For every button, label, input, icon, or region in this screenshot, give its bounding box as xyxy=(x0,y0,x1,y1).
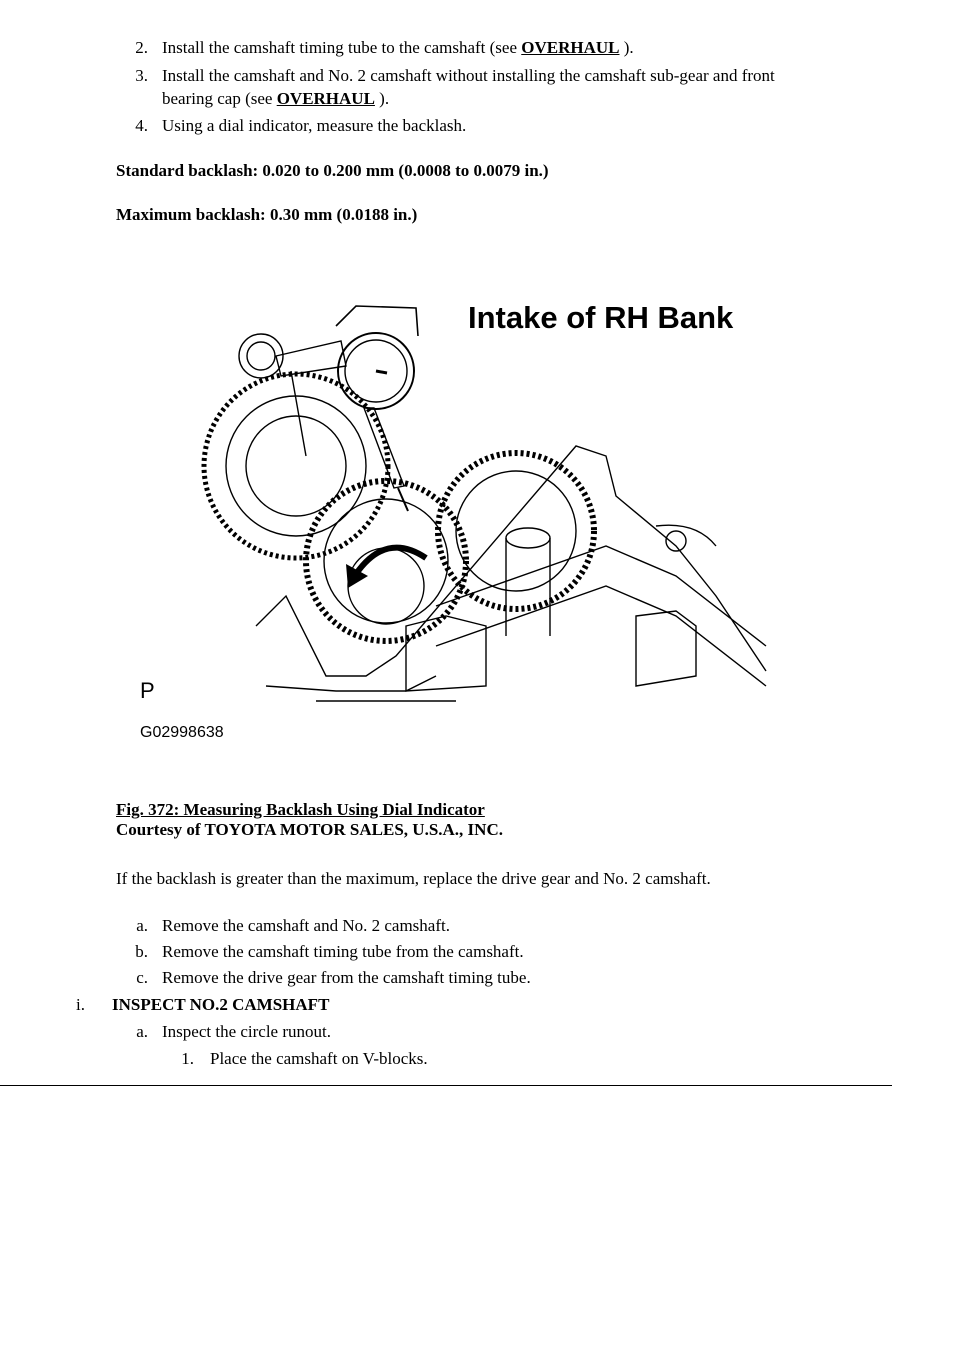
figure-heading: Intake of RH Bank xyxy=(468,300,734,335)
substep-letter: a. xyxy=(136,1022,148,1041)
figure-courtesy: Courtesy of TOYOTA MOTOR SALES, U.S.A., INC. xyxy=(116,820,503,839)
step-2-text xyxy=(162,38,634,58)
figure-view-marker: P xyxy=(140,678,155,703)
step-4-text: Using a dial indicator, measure the backlash. xyxy=(162,116,467,135)
step-2-text-after: ). xyxy=(619,38,634,57)
step-3-line1: Install the camshaft and No. 2 camshaft without installing the camshaft sub-gear and front xyxy=(162,66,775,85)
substep-text: Remove the camshaft and No. 2 camshaft. xyxy=(162,916,450,935)
step-3-text-before: bearing cap (see xyxy=(162,89,277,108)
maximum-backlash-spec: Maximum backlash: 0.30 mm (0.0188 in.) xyxy=(116,205,418,224)
step-3-line2 xyxy=(162,89,389,109)
substep-text: Inspect the circle runout. xyxy=(162,1022,331,1041)
section-title: INSPECT NO.2 CAMSHAFT xyxy=(112,995,330,1014)
step-number: 4. xyxy=(135,116,148,135)
step-3-text-after: ). xyxy=(374,89,390,108)
step-2-text-before: Install the camshaft timing tube to the camshaft (see xyxy=(162,38,522,57)
figure-caption: Fig. 372: Measuring Backlash Using Dial Indicator xyxy=(116,800,485,819)
step-number: 1. xyxy=(181,1049,194,1068)
overhaul-link[interactable]: OVERHAUL xyxy=(521,38,620,57)
substep-letter: a. xyxy=(136,916,148,935)
substep-text: Remove the drive gear from the camshaft timing tube. xyxy=(162,968,531,987)
step-text: Place the camshaft on V-blocks. xyxy=(210,1049,428,1068)
page-divider xyxy=(0,1085,892,1086)
overhaul-link[interactable]: OVERHAUL xyxy=(276,89,375,108)
backlash-measurement-figure xyxy=(136,296,776,746)
backlash-note: If the backlash is greater than the maximum, replace the drive gear and No. 2 camshaft. xyxy=(116,869,711,888)
section-number: i. xyxy=(76,995,85,1014)
standard-backlash-spec: Standard backlash: 0.020 to 0.200 mm (0.0008 to 0.0079 in.) xyxy=(116,161,549,180)
figure-code: G02998638 xyxy=(140,724,224,741)
step-number: 3. xyxy=(135,66,148,85)
step-number: 2. xyxy=(135,38,148,57)
substep-letter: c. xyxy=(136,968,148,987)
substep-text: Remove the camshaft timing tube from the camshaft. xyxy=(162,942,524,961)
substep-letter: b. xyxy=(135,942,148,961)
dial-indicator-illustration xyxy=(136,296,776,746)
